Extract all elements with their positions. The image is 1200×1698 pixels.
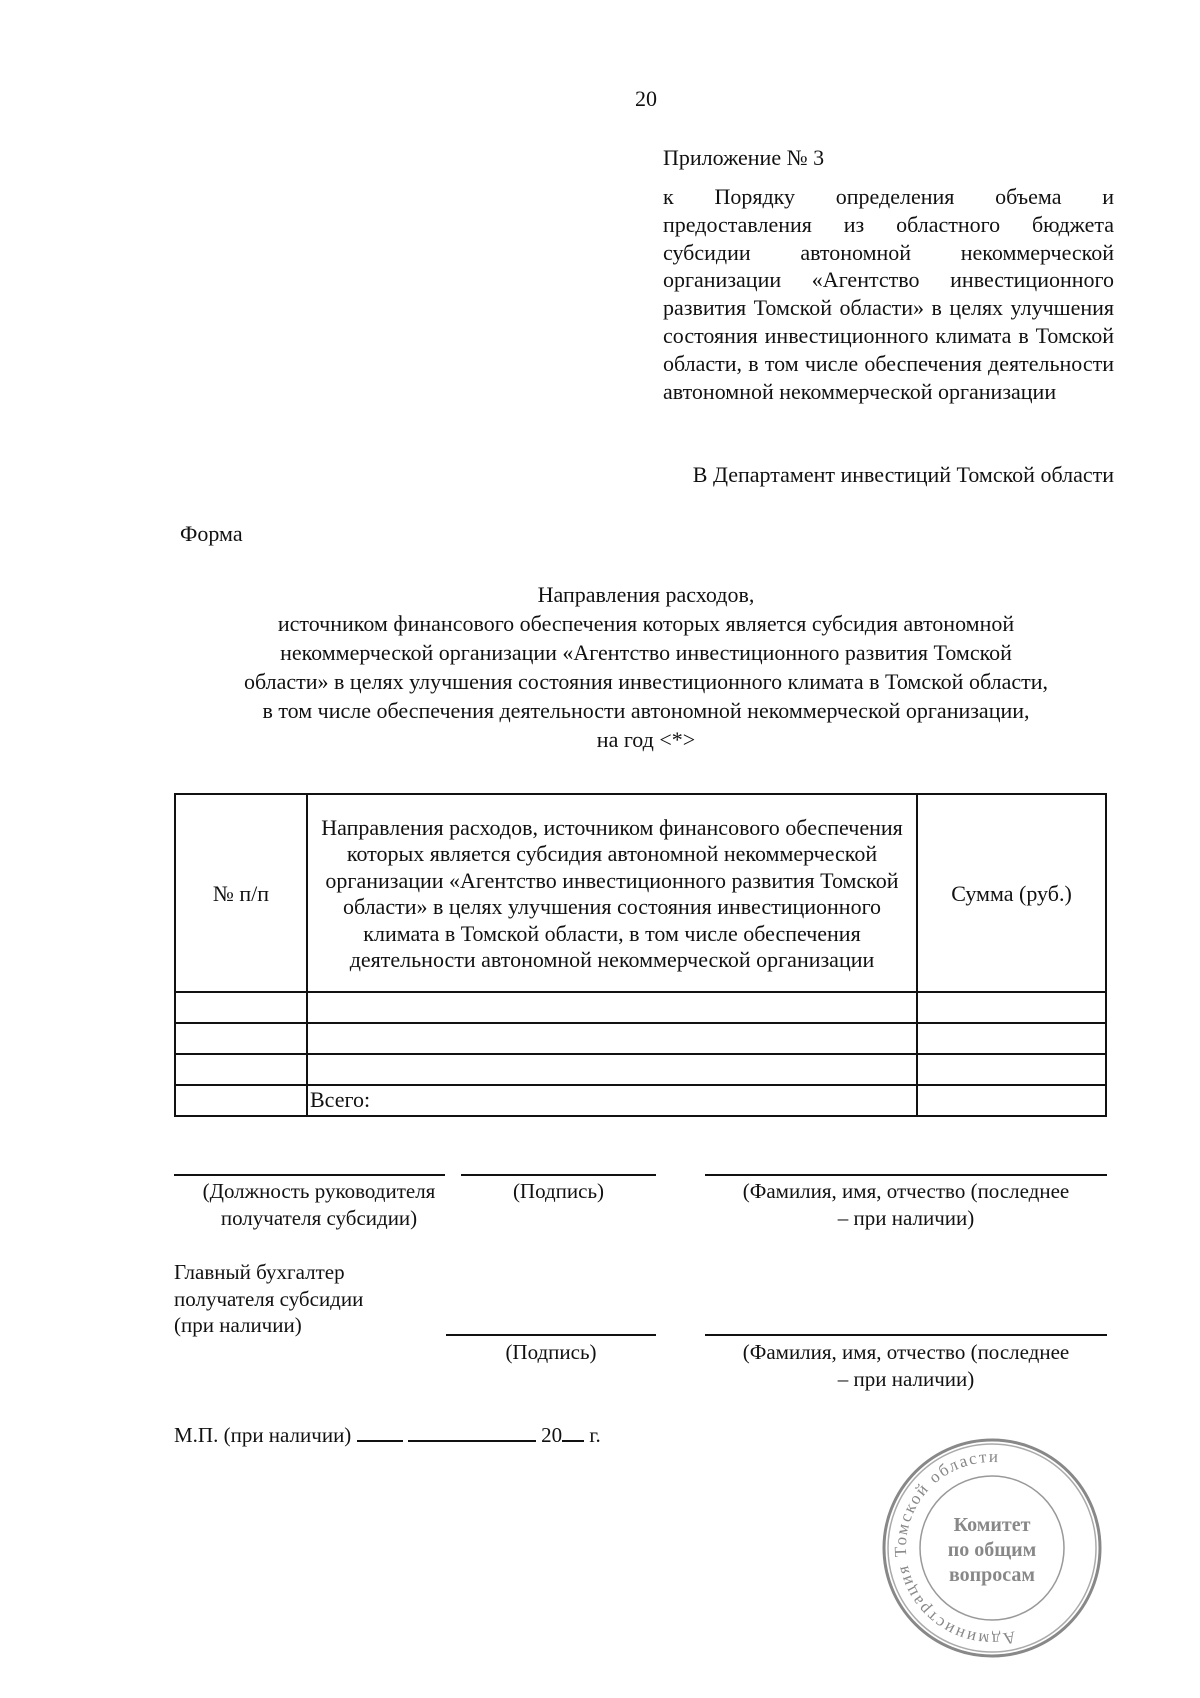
cell[interactable] [175, 992, 307, 1023]
addressee: В Департамент инвестиций Томской области [692, 462, 1114, 487]
title-line: на год <*> [596, 727, 696, 752]
cell[interactable] [307, 1054, 917, 1085]
cell[interactable] [307, 992, 917, 1023]
name-line [705, 1174, 1107, 1176]
year-prefix: 20 [541, 1423, 563, 1447]
cell[interactable] [175, 1054, 307, 1085]
cell[interactable] [917, 992, 1106, 1023]
official-stamp [880, 1436, 1104, 1660]
total-sum-cell[interactable] [917, 1085, 1106, 1116]
appendix-title: Приложение № 3 [663, 145, 825, 170]
cell[interactable] [175, 1023, 307, 1054]
stamp-ring-text: Администрация Томской области [890, 1446, 1018, 1650]
header-number: № п/п [175, 794, 307, 992]
signature-label-2: (Подпись) [505, 1340, 597, 1364]
chief-accountant-line: Главный бухгалтер [174, 1260, 345, 1284]
title-line: области» в целях улучшения состояния инвестиционного климата в Томской области, [244, 669, 1048, 694]
cell[interactable] [307, 1023, 917, 1054]
table-row [175, 1054, 1106, 1085]
signature-label: (Подпись) [512, 1179, 605, 1203]
stamp-center-text: Комитет [953, 1514, 1031, 1536]
header-direction: Направления расходов, источником финансового обеспечения которых является субсидия автономной некоммерческой организации «Агентство инвестиционного развития Томской области» в целях улучшения состояния инвестиционного климата в Томской области, в том числе обеспечения деятельности автономной некоммерческой организации [307, 794, 917, 992]
chief-accountant-line: (при наличии) [174, 1313, 302, 1337]
head-position-label: (Должность руководителя получателя субсидии) [202, 1179, 436, 1230]
title-line: некоммерческой организации «Агентство инвестиционного развития Томской [280, 640, 1012, 665]
seal-label: М.П. (при наличии) [174, 1423, 352, 1447]
chief-accountant-line: получателя субсидии [174, 1286, 364, 1311]
cell[interactable] [175, 1085, 307, 1116]
title-line: Направления расходов, [537, 582, 755, 607]
document-title [146, 580, 1146, 754]
total-label: Всего: [307, 1085, 917, 1116]
year-blank[interactable] [562, 1420, 584, 1442]
page-number: 20 [635, 86, 657, 111]
cell[interactable] [917, 1023, 1106, 1054]
month-blank[interactable] [408, 1420, 536, 1442]
table-header-row [175, 794, 1106, 992]
chief-accountant-label [174, 1259, 363, 1339]
name-line-2 [705, 1334, 1107, 1336]
form-label: Форма [180, 521, 243, 546]
cell[interactable] [917, 1054, 1106, 1085]
stamp-center-text: по общим [947, 1539, 1037, 1561]
year-suffix: г. [589, 1423, 601, 1447]
position-line [174, 1174, 445, 1176]
table-total-row [175, 1085, 1106, 1116]
title-line: в том числе обеспечения деятельности автономной некоммерческой организации, [262, 698, 1030, 723]
full-name-label-2: (Фамилия, имя, отчество (последнее – при наличии) [742, 1340, 1070, 1391]
signature-line-2 [446, 1334, 656, 1336]
signature-line [461, 1174, 656, 1176]
expenses-table [174, 793, 1107, 1117]
title-line: источником финансового обеспечения которых является субсидия автономной [277, 611, 1015, 636]
table-row [175, 992, 1106, 1023]
appendix-body: к Порядку определения объема и предоставления из областного бюджета субсидии автономной некоммерческой организации «Агентство инвестиционного развития Томской области» в целях улучшения состояния инвестиционного климата в Томской области, в том числе обеспечения деятельности автономной некоммерческой организации [663, 184, 1114, 404]
day-blank[interactable] [357, 1420, 403, 1442]
stamp-center-text: вопросам [948, 1564, 1036, 1586]
full-name-label: (Фамилия, имя, отчество (последнее – при наличии) [742, 1179, 1070, 1230]
table-row [175, 1023, 1106, 1054]
header-sum: Сумма (руб.) [917, 794, 1106, 992]
seal-date-line [174, 1420, 601, 1448]
